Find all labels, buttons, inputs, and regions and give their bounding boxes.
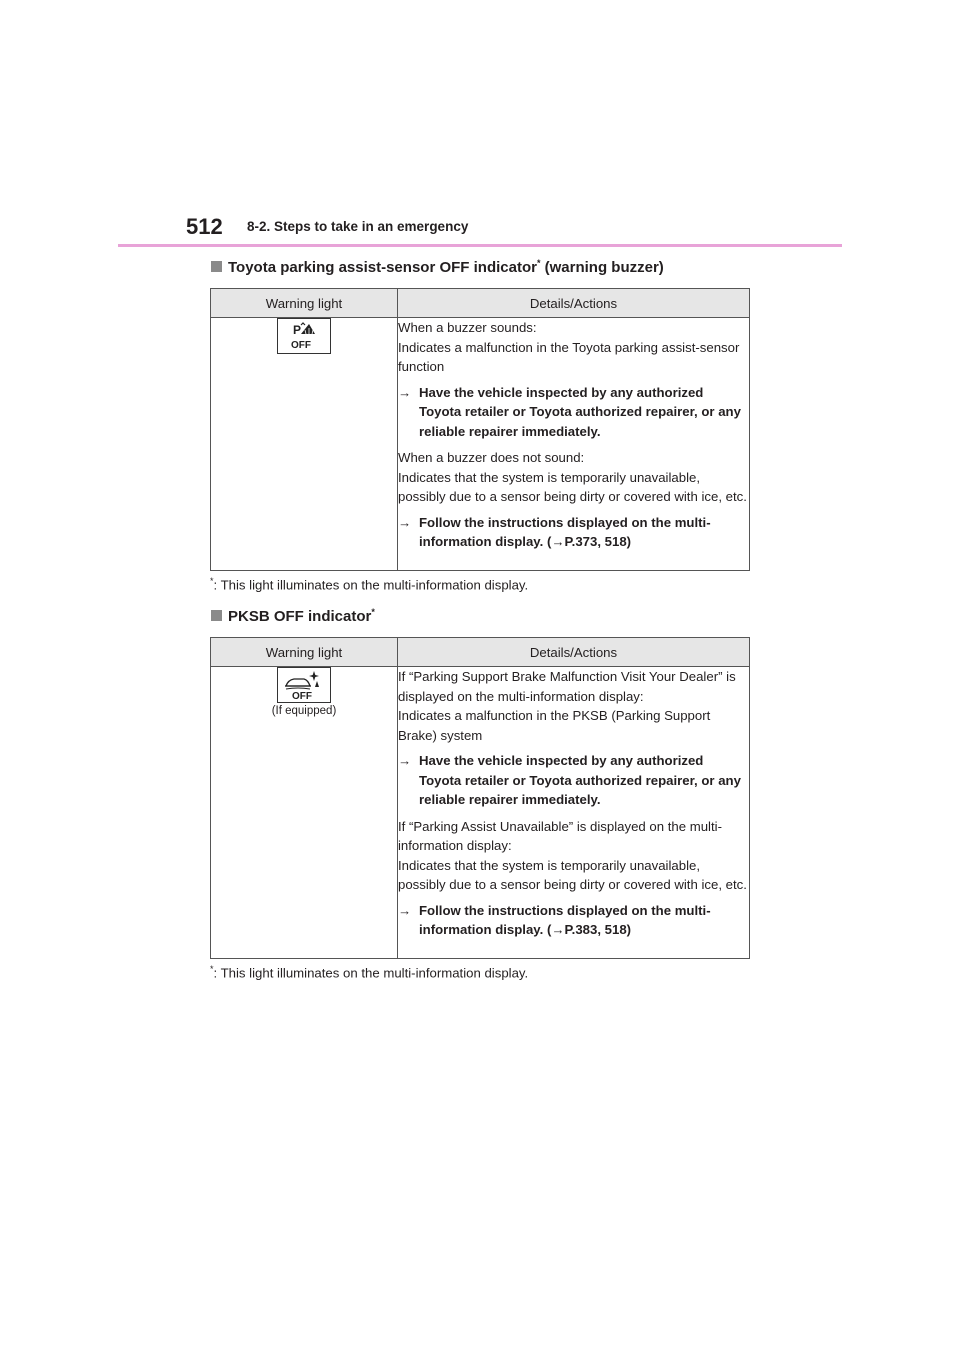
footnote-2 [210, 964, 528, 980]
footnote-mark: * [536, 258, 541, 268]
action-text: Have the vehicle inspected by any authorized Toyota retailer or Toyota authorized repairer, or any reliable repairer immediately. [419, 753, 741, 807]
details-paragraph [398, 448, 749, 507]
details-paragraph [398, 667, 749, 745]
section-title-suffix: (warning buzzer) [540, 259, 664, 276]
chapter-title: 8-2. Steps to take in an emergency [247, 219, 469, 234]
footnote-1 [210, 576, 528, 592]
section-title-pksb-off [211, 607, 375, 625]
arrow-icon: → [398, 514, 412, 530]
parking-assist-sensor-off-icon [277, 318, 331, 354]
details-text: Indicates that the system is temporarily unavailable, possibly due to a sensor being dirty or covered with ice, etc. [398, 469, 747, 504]
action-text: Have the vehicle inspected by any authorized Toyota retailer or Toyota authorized repairer, or any reliable repairer immediately. [419, 384, 741, 439]
arrow-icon: → [398, 753, 412, 768]
section-title-text: Toyota parking assist-sensor OFF indicator [228, 259, 537, 276]
page-number: 512 [186, 214, 223, 239]
footnote-mark: * [210, 964, 214, 974]
action-item [398, 901, 749, 940]
footnote-text: : This light illuminates on the multi-information display. [213, 577, 529, 593]
details-text: When a buzzer does not sound: [398, 450, 585, 465]
square-bullet-icon [211, 261, 222, 272]
arrow-icon: → [398, 384, 412, 400]
details-text: Indicates a malfunction in the PKSB (Parking Support Brake) system [398, 708, 711, 743]
column-header-details: Details/Actions [398, 638, 750, 667]
details-cell [398, 318, 750, 571]
details-paragraph [398, 318, 749, 377]
column-header-details: Details/Actions [398, 289, 750, 318]
details-text: Indicates a malfunction in the Toyota parking assist-sensor function [398, 339, 740, 374]
table-row [211, 667, 750, 959]
icon-label: OFF [292, 691, 312, 702]
square-bullet-icon [211, 610, 222, 621]
table-header-row [211, 289, 750, 318]
table-row [211, 318, 750, 571]
svg-text:P: P [293, 323, 302, 337]
icon-label: OFF [291, 340, 311, 351]
section-title-text: PKSB OFF indicator [228, 608, 372, 625]
section-title-parking-assist-sensor [211, 258, 664, 276]
footnote-mark: * [371, 607, 375, 617]
action-text: Follow the instructions displayed on the multi-information display. (→P.383, 518) [419, 902, 711, 937]
details-paragraph [398, 817, 749, 895]
warning-light-table-2 [210, 637, 750, 959]
action-text: Follow the instructions displayed on the multi-information display. (→P.373, 518) [419, 514, 711, 549]
table-header-row [211, 638, 750, 667]
column-header-warning-light: Warning light [211, 289, 398, 318]
details-text: If “Parking Assist Unavailable” is displayed on the multi-information display: [398, 818, 722, 853]
action-item [398, 383, 749, 442]
action-item [398, 513, 749, 552]
details-text: Indicates that the system is temporarily unavailable, possibly due to a sensor being dirty or covered with ice, etc. [398, 857, 747, 892]
arrow-icon: → [398, 902, 412, 918]
details-text: If “Parking Support Brake Malfunction Visit Your Dealer” is displayed on the multi-information display: [398, 669, 736, 704]
warning-light-cell [211, 318, 398, 571]
details-cell [398, 667, 750, 959]
action-item [398, 751, 749, 810]
footnote-mark: * [210, 576, 214, 586]
column-header-warning-light: Warning light [211, 638, 398, 667]
warning-light-table-1 [210, 288, 750, 571]
warning-light-cell [211, 667, 398, 959]
header-rule [118, 244, 842, 247]
details-text: When a buzzer sounds: [398, 320, 537, 335]
icon-note: (If equipped) [271, 705, 337, 717]
footnote-text: : This light illuminates on the multi-information display. [213, 965, 529, 981]
pksb-off-icon [277, 667, 331, 703]
